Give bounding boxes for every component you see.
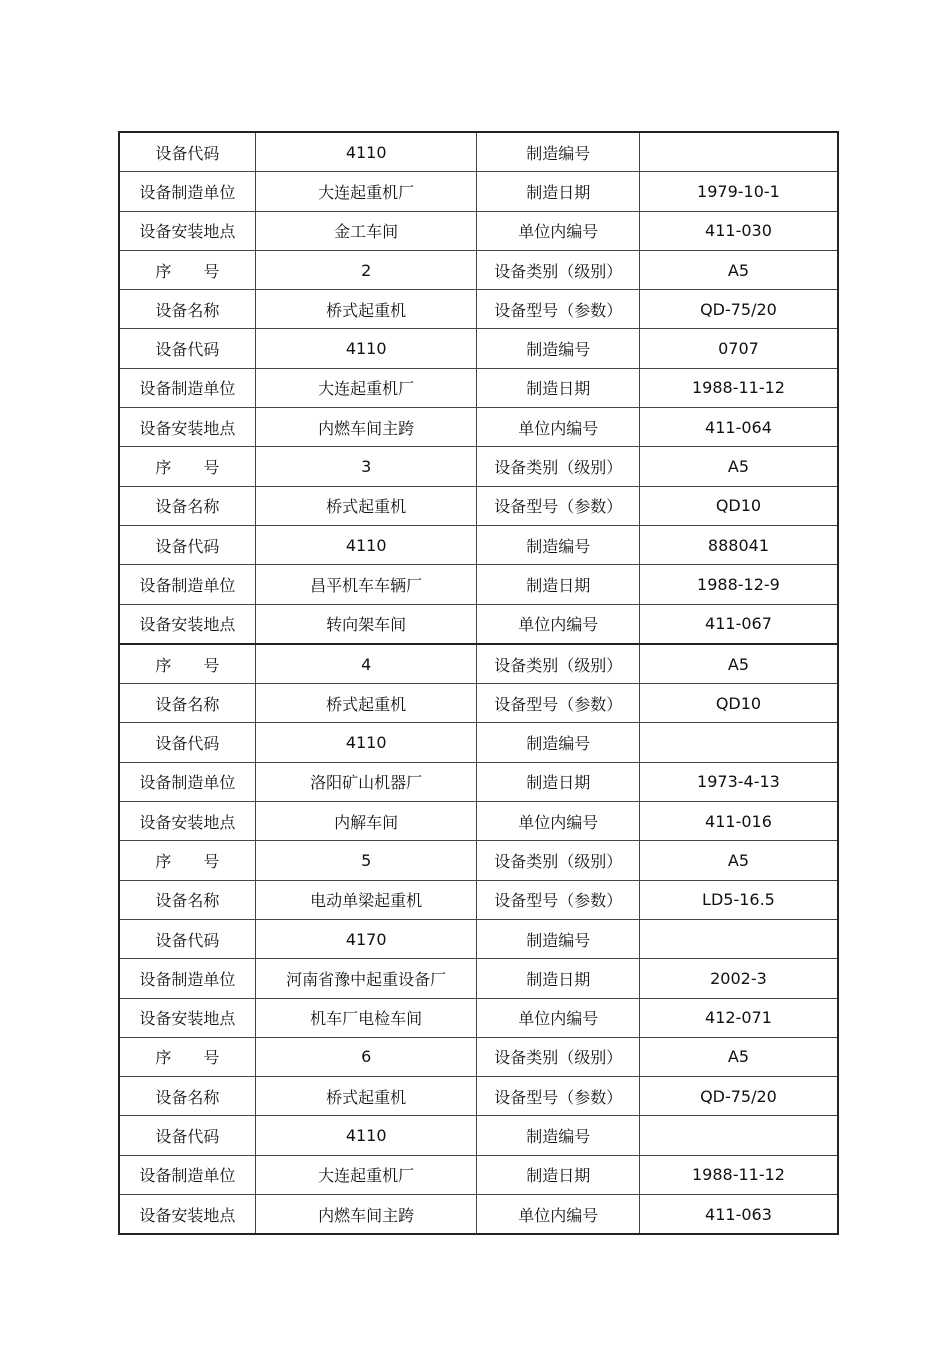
table-row bbox=[119, 565, 838, 604]
field-value: 411-063 bbox=[639, 1195, 838, 1235]
field-label: 设备类别（级别） bbox=[477, 1037, 639, 1076]
field-label: 单位内编号 bbox=[477, 211, 639, 250]
table-row bbox=[119, 447, 838, 486]
field-value: 桥式起重机 bbox=[255, 486, 477, 525]
equipment-table bbox=[118, 131, 839, 1235]
field-label: 序 号 bbox=[119, 644, 255, 684]
field-label: 设备制造单位 bbox=[119, 172, 255, 211]
field-value: A5 bbox=[639, 644, 838, 684]
field-value: 411-030 bbox=[639, 211, 838, 250]
field-value: 3 bbox=[255, 447, 477, 486]
field-label: 设备代码 bbox=[119, 919, 255, 958]
table-row bbox=[119, 1077, 838, 1116]
field-value: 内解车间 bbox=[255, 802, 477, 841]
field-label: 制造日期 bbox=[477, 959, 639, 998]
field-label: 设备型号（参数） bbox=[477, 684, 639, 723]
field-value: 0707 bbox=[639, 329, 838, 368]
table-row bbox=[119, 1116, 838, 1155]
field-label: 制造日期 bbox=[477, 762, 639, 801]
field-value: A5 bbox=[639, 1037, 838, 1076]
table-row bbox=[119, 368, 838, 407]
table-row bbox=[119, 525, 838, 564]
field-value: A5 bbox=[639, 447, 838, 486]
field-value: 桥式起重机 bbox=[255, 684, 477, 723]
field-label: 设备代码 bbox=[119, 525, 255, 564]
field-value: 大连起重机厂 bbox=[255, 1155, 477, 1194]
field-value: 2002-3 bbox=[639, 959, 838, 998]
field-label: 设备型号（参数） bbox=[477, 1077, 639, 1116]
field-label: 设备型号（参数） bbox=[477, 880, 639, 919]
table-row bbox=[119, 486, 838, 525]
field-label: 序 号 bbox=[119, 841, 255, 880]
field-label: 设备型号（参数） bbox=[477, 486, 639, 525]
table-row bbox=[119, 1155, 838, 1194]
field-value: 内燃车间主跨 bbox=[255, 408, 477, 447]
field-label: 设备代码 bbox=[119, 723, 255, 762]
field-value: 转向架车间 bbox=[255, 604, 477, 644]
table-row bbox=[119, 802, 838, 841]
table-row bbox=[119, 998, 838, 1037]
field-label: 设备名称 bbox=[119, 486, 255, 525]
field-label: 设备安装地点 bbox=[119, 211, 255, 250]
table-row bbox=[119, 211, 838, 250]
field-label: 设备类别（级别） bbox=[477, 841, 639, 880]
table-row bbox=[119, 250, 838, 289]
field-label: 设备制造单位 bbox=[119, 565, 255, 604]
field-label: 制造日期 bbox=[477, 565, 639, 604]
field-value: 大连起重机厂 bbox=[255, 172, 477, 211]
field-value: LD5-16.5 bbox=[639, 880, 838, 919]
field-label: 制造日期 bbox=[477, 1155, 639, 1194]
table-row bbox=[119, 172, 838, 211]
field-label: 设备代码 bbox=[119, 1116, 255, 1155]
field-label: 设备代码 bbox=[119, 329, 255, 368]
field-value: A5 bbox=[639, 841, 838, 880]
field-value: A5 bbox=[639, 250, 838, 289]
field-value: 内燃车间主跨 bbox=[255, 1195, 477, 1235]
table-row bbox=[119, 880, 838, 919]
table-row bbox=[119, 290, 838, 329]
field-value: 1988-12-9 bbox=[639, 565, 838, 604]
equipment-table-body bbox=[119, 132, 838, 1234]
field-label: 设备制造单位 bbox=[119, 368, 255, 407]
field-label: 设备名称 bbox=[119, 1077, 255, 1116]
field-value: 4110 bbox=[255, 723, 477, 762]
field-label: 设备型号（参数） bbox=[477, 290, 639, 329]
field-label: 单位内编号 bbox=[477, 408, 639, 447]
table-row bbox=[119, 644, 838, 684]
field-value: 888041 bbox=[639, 525, 838, 564]
table-row bbox=[119, 132, 838, 172]
field-label: 单位内编号 bbox=[477, 802, 639, 841]
field-value: 411-067 bbox=[639, 604, 838, 644]
field-label: 设备安装地点 bbox=[119, 1195, 255, 1235]
field-value: 电动单梁起重机 bbox=[255, 880, 477, 919]
field-label: 设备代码 bbox=[119, 132, 255, 172]
field-label: 制造日期 bbox=[477, 172, 639, 211]
field-value: 桥式起重机 bbox=[255, 290, 477, 329]
field-label: 序 号 bbox=[119, 250, 255, 289]
field-value: 洛阳矿山机器厂 bbox=[255, 762, 477, 801]
field-label: 制造编号 bbox=[477, 1116, 639, 1155]
field-label: 制造日期 bbox=[477, 368, 639, 407]
field-value bbox=[639, 723, 838, 762]
field-value: 4110 bbox=[255, 132, 477, 172]
field-value: 大连起重机厂 bbox=[255, 368, 477, 407]
field-value: 桥式起重机 bbox=[255, 1077, 477, 1116]
field-value: 机车厂电检车间 bbox=[255, 998, 477, 1037]
field-value: 4110 bbox=[255, 329, 477, 368]
table-row bbox=[119, 604, 838, 644]
field-label: 制造编号 bbox=[477, 132, 639, 172]
field-label: 序 号 bbox=[119, 447, 255, 486]
field-value: 1988-11-12 bbox=[639, 1155, 838, 1194]
field-value: QD10 bbox=[639, 684, 838, 723]
field-label: 单位内编号 bbox=[477, 604, 639, 644]
field-label: 设备类别（级别） bbox=[477, 250, 639, 289]
field-label: 设备类别（级别） bbox=[477, 644, 639, 684]
table-row bbox=[119, 959, 838, 998]
field-label: 制造编号 bbox=[477, 723, 639, 762]
field-value: 411-064 bbox=[639, 408, 838, 447]
table-row bbox=[119, 1037, 838, 1076]
field-label: 设备制造单位 bbox=[119, 1155, 255, 1194]
field-value: 河南省豫中起重设备厂 bbox=[255, 959, 477, 998]
field-label: 单位内编号 bbox=[477, 998, 639, 1037]
field-label: 设备名称 bbox=[119, 290, 255, 329]
field-label: 序 号 bbox=[119, 1037, 255, 1076]
field-value: QD10 bbox=[639, 486, 838, 525]
field-label: 设备安装地点 bbox=[119, 802, 255, 841]
field-value: 412-071 bbox=[639, 998, 838, 1037]
field-value: 4 bbox=[255, 644, 477, 684]
field-label: 设备名称 bbox=[119, 684, 255, 723]
field-label: 制造编号 bbox=[477, 919, 639, 958]
field-value: 4110 bbox=[255, 525, 477, 564]
table-row bbox=[119, 762, 838, 801]
field-value: 1973-4-13 bbox=[639, 762, 838, 801]
field-value: 1988-11-12 bbox=[639, 368, 838, 407]
field-label: 设备名称 bbox=[119, 880, 255, 919]
field-value: 411-016 bbox=[639, 802, 838, 841]
field-value: 2 bbox=[255, 250, 477, 289]
field-value: 昌平机车车辆厂 bbox=[255, 565, 477, 604]
field-label: 制造编号 bbox=[477, 525, 639, 564]
field-value bbox=[639, 919, 838, 958]
field-value: 6 bbox=[255, 1037, 477, 1076]
field-label: 设备安装地点 bbox=[119, 604, 255, 644]
table-row bbox=[119, 329, 838, 368]
field-value: 4170 bbox=[255, 919, 477, 958]
table-row bbox=[119, 723, 838, 762]
field-value: 金工车间 bbox=[255, 211, 477, 250]
field-label: 设备制造单位 bbox=[119, 762, 255, 801]
field-label: 单位内编号 bbox=[477, 1195, 639, 1235]
field-value bbox=[639, 1116, 838, 1155]
field-value: 4110 bbox=[255, 1116, 477, 1155]
field-label: 设备类别（级别） bbox=[477, 447, 639, 486]
table-row bbox=[119, 919, 838, 958]
field-value: QD-75/20 bbox=[639, 290, 838, 329]
field-label: 设备制造单位 bbox=[119, 959, 255, 998]
field-label: 制造编号 bbox=[477, 329, 639, 368]
table-row bbox=[119, 684, 838, 723]
table-row bbox=[119, 408, 838, 447]
table-row bbox=[119, 841, 838, 880]
field-value: QD-75/20 bbox=[639, 1077, 838, 1116]
table-row bbox=[119, 1195, 838, 1235]
field-value: 5 bbox=[255, 841, 477, 880]
field-label: 设备安装地点 bbox=[119, 408, 255, 447]
field-label: 设备安装地点 bbox=[119, 998, 255, 1037]
field-value: 1979-10-1 bbox=[639, 172, 838, 211]
field-value bbox=[639, 132, 838, 172]
